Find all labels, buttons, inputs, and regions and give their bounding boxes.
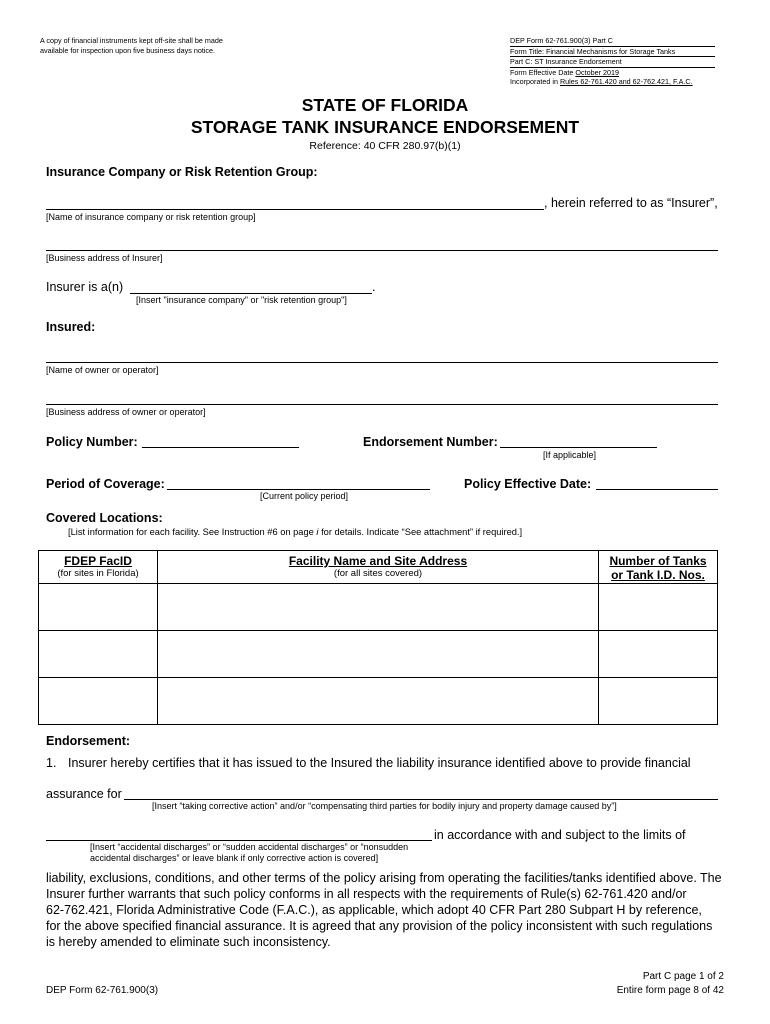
- insurer-is-label: Insurer is a(n): [46, 280, 124, 294]
- assurance-for-caption: [Insert “taking corrective action” and/or “compensating third parties for bodily injury and property damage caused by”]: [152, 801, 617, 811]
- policy-number-label: Policy Number:: [46, 435, 138, 449]
- endorsement-item-text: Insurer hereby certifies that it has issued to the Insured the liability insurance identified above to provide financial: [68, 756, 691, 770]
- period-caption: [Current policy period]: [260, 491, 349, 501]
- insurer-name-input[interactable]: [48, 194, 542, 210]
- if-applicable-caption: [If applicable]: [543, 450, 597, 460]
- insurer-type-input[interactable]: [132, 278, 370, 294]
- facid-cell[interactable]: [39, 631, 158, 678]
- herein-referred-text: , herein referred to as “Insurer”,: [544, 196, 718, 210]
- form-effective-line: Form Effective Date October 2019: [510, 67, 619, 77]
- facid-cell[interactable]: [39, 678, 158, 725]
- accordance-text: in accordance with and subject to the limits of: [434, 828, 686, 842]
- insurer-address-input[interactable]: [48, 235, 716, 251]
- insured-address-input[interactable]: [48, 389, 716, 405]
- endorsement-number-input[interactable]: [502, 432, 655, 448]
- period-input[interactable]: [169, 474, 428, 490]
- tanks-cell[interactable]: [599, 584, 718, 631]
- insurer-heading: Insurance Company or Risk Retention Group:: [46, 165, 318, 179]
- insured-address-caption: [Business address of owner or operator]: [46, 407, 206, 417]
- covered-locations-table: [38, 550, 718, 725]
- form-info-block: [510, 36, 715, 87]
- facility-cell[interactable]: [158, 678, 599, 725]
- footer-entire-page: Entire form page 8 of 42: [616, 985, 724, 996]
- covered-locations-heading: Covered Locations:: [46, 511, 163, 525]
- insured-heading: Insured:: [46, 320, 96, 334]
- discharge-type-input[interactable]: [48, 825, 430, 841]
- insurer-type-caption: [Insert "insurance company" or "risk retention group"]: [136, 295, 347, 305]
- effective-date-label: Policy Effective Date:: [464, 477, 592, 491]
- form-number: DEP Form 62-761.900(3) Part C: [510, 36, 715, 47]
- form-part-line: Part C: ST Insurance Endorsement: [510, 57, 715, 68]
- facid-cell[interactable]: [39, 584, 158, 631]
- column-number-of-tanks: Number of Tanks or Tank I.D. Nos.: [599, 551, 718, 584]
- period-label: Period of Coverage:: [46, 477, 165, 491]
- table-row: [39, 631, 718, 678]
- copy-notice: [40, 36, 223, 55]
- effective-date-input[interactable]: [598, 474, 716, 490]
- column-fdep-facid: FDEP FacID (for sites in Florida): [39, 551, 158, 584]
- effective-date: October 2019: [575, 67, 619, 77]
- discharge-caption: [Insert “accidental discharges” or “sudden accidental discharges” or “nonsudden accidental discharges” or leave blank if only corrective action is covered]: [90, 842, 409, 863]
- copy-notice-line-2: available for inspection upon five business days notice.: [40, 45, 216, 55]
- title-endorsement: STORAGE TANK INSURANCE ENDORSEMENT: [190, 117, 580, 137]
- reference: Reference: 40 CFR 280.97(b)(1): [309, 140, 461, 152]
- assurance-for-label: assurance for: [46, 787, 122, 801]
- insurer-address-caption: [Business address of Insurer]: [46, 253, 163, 263]
- footer-form-id: DEP Form 62-761.900(3): [46, 985, 159, 996]
- assurance-for-input[interactable]: [126, 784, 716, 800]
- column-facility-name: Facility Name and Site Address (for all sites covered): [158, 551, 599, 584]
- endorsement-number-label: Endorsement Number:: [363, 435, 498, 449]
- facility-cell[interactable]: [158, 584, 599, 631]
- form-title-line: Form Title: Financial Mechanisms for Storage Tanks: [510, 47, 715, 58]
- incorporated-rules: Rules 62-761.420 and 62-762.421, F.A.C.: [559, 77, 693, 86]
- footer-part-page: Part C page 1 of 2: [642, 971, 724, 982]
- copy-notice-line-1: A copy of financial instruments kept off-site shall be made: [40, 36, 223, 45]
- covered-locations-instruction: [List information for each facility. See Instruction #6 on page i for details. Indicate “See attachment” if required.]: [68, 527, 523, 537]
- insurer-name-caption: [Name of insurance company or risk retention group]: [46, 212, 256, 222]
- endorsement-paragraph: liability, exclusions, conditions, and other terms of the policy arising from operating the facilities/tanks identified above. The Insurer further warrants that such policy conforms in all respects with the requirements of Rule(s) 62-761.420 and/or 62-762.421, Florida Administrative Code (F.A.C.), as applicable, which adopt 40 CFR Part 280 Subpart H by reference, for the above specified financial assurance. It is agreed that any provision of the policy inconsistent with such regulations is hereby amended to eliminate such inconsistency.: [46, 871, 722, 949]
- insured-name-input[interactable]: [48, 347, 716, 363]
- insured-name-caption: [Name of owner or operator]: [46, 365, 159, 375]
- facility-cell[interactable]: [158, 631, 599, 678]
- form-incorporated-line: Incorporated in Rules 62-761.420 and 62-762.421, F.A.C.: [510, 77, 693, 86]
- title-state: STATE OF FLORIDA: [301, 95, 469, 115]
- endorsement-item-number: 1.: [46, 756, 57, 770]
- tanks-cell[interactable]: [599, 678, 718, 725]
- tanks-cell[interactable]: [599, 631, 718, 678]
- table-row: [39, 584, 718, 631]
- table-header-row: [39, 551, 718, 584]
- table-row: [39, 678, 718, 725]
- policy-number-input[interactable]: [144, 432, 297, 448]
- endorsement-heading: Endorsement:: [46, 734, 131, 748]
- insurer-type-period: .: [372, 280, 376, 294]
